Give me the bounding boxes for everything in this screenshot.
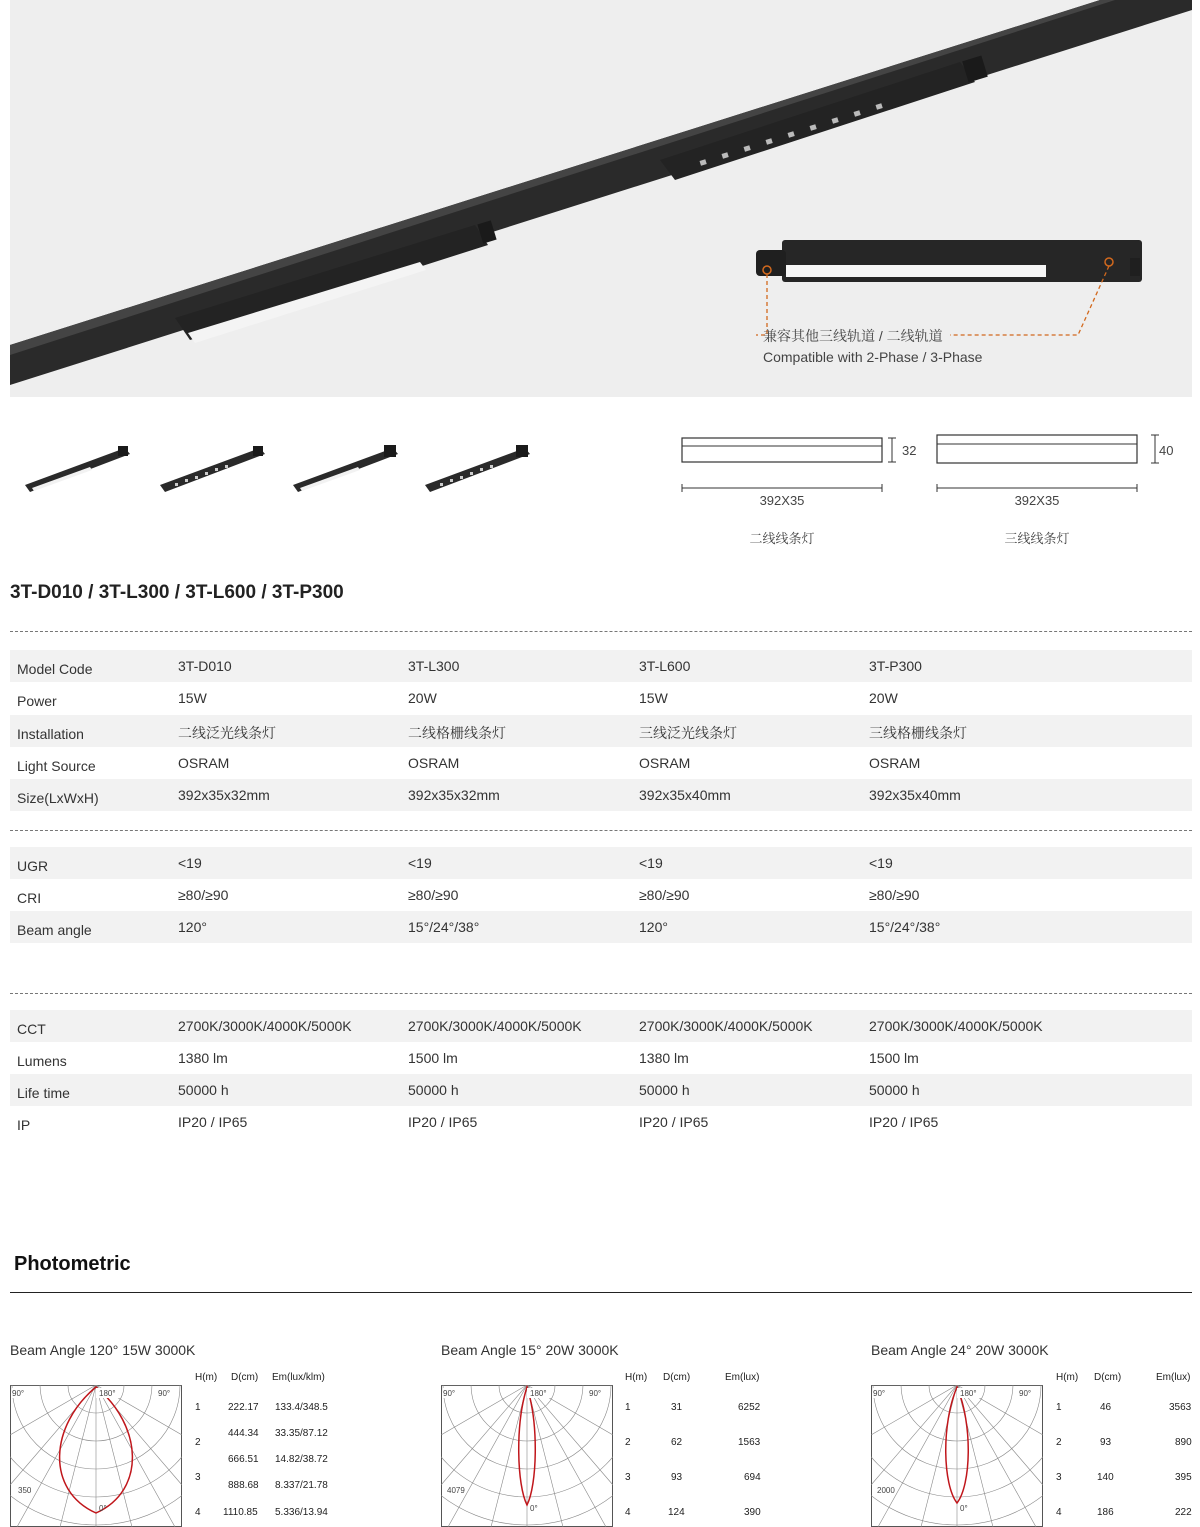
spec-value: ≥80/≥90 <box>178 887 229 903</box>
spec-row-installation <box>10 715 1192 747</box>
angle-label: 90° <box>158 1389 171 1398</box>
spec-row-size <box>10 779 1192 811</box>
spec-label: CRI <box>17 890 42 906</box>
scale-label: 4079 <box>447 1486 465 1495</box>
divider <box>10 830 1192 831</box>
spec-value: 3T-D010 <box>178 658 232 674</box>
table-cell: 222.17 <box>228 1402 259 1413</box>
table-cell: 1 <box>625 1402 631 1413</box>
table-header: D(cm) <box>231 1372 259 1383</box>
table-cell: 2 <box>1056 1437 1062 1448</box>
table-cell: 1110.85 <box>223 1507 258 1518</box>
table-cell: 2 <box>625 1437 631 1448</box>
angle-label: 90° <box>443 1389 456 1398</box>
spec-value: OSRAM <box>178 755 230 771</box>
spec-value: 50000 h <box>178 1082 229 1098</box>
spec-label: Lumens <box>17 1053 67 1069</box>
spec-label: CCT <box>17 1021 46 1037</box>
angle-label: 0° <box>960 1504 968 1513</box>
table-cell: 890 <box>1175 1437 1192 1448</box>
spec-value: ≥80/≥90 <box>869 887 920 903</box>
spec-value: IP20 / IP65 <box>178 1114 248 1130</box>
spec-value: ≥80/≥90 <box>639 887 690 903</box>
table-cell: 124 <box>668 1507 685 1518</box>
table-cell: 5.336/13.94 <box>275 1507 328 1518</box>
spec-value: 二线格栅线条灯 <box>408 725 506 741</box>
table-cell: 1563 <box>738 1437 761 1448</box>
table-cell: 888.68 <box>228 1480 259 1491</box>
hero-product-image <box>10 0 1192 397</box>
photometric-title: Photometric <box>14 1253 131 1275</box>
spec-value: 15W <box>639 690 668 706</box>
angle-label: 90° <box>873 1389 886 1398</box>
spec-value: OSRAM <box>869 755 921 771</box>
spec-value: 2700K/3000K/4000K/5000K <box>408 1018 582 1034</box>
spec-value: 15°/24°/38° <box>408 919 480 935</box>
spec-value: 120° <box>639 919 668 935</box>
dimension-size: 392X35 <box>759 493 805 508</box>
dimension-outline <box>935 430 1195 500</box>
angle-label: 90° <box>1019 1389 1032 1398</box>
angle-label: 0° <box>99 1504 107 1513</box>
dimension-drawing-3phase <box>935 430 1195 550</box>
spec-value: 392x35x40mm <box>639 787 731 803</box>
spec-row-life-time <box>10 1074 1192 1106</box>
spec-row-model-code <box>10 650 1192 682</box>
photometric-block-title: Beam Angle 24° 20W 3000K <box>871 1342 1049 1358</box>
table-cell: 93 <box>1100 1437 1112 1448</box>
table-cell: 33.35/87.12 <box>275 1428 328 1439</box>
table-cell: 395 <box>1175 1472 1192 1483</box>
spec-label: Beam angle <box>17 922 92 938</box>
spec-value: 3T-L300 <box>408 658 460 674</box>
spec-value: 3T-P300 <box>869 658 922 674</box>
thumbnail-3t-d010[interactable] <box>20 440 135 498</box>
spec-value: 392x35x40mm <box>869 787 961 803</box>
spec-row-ugr <box>10 847 1192 879</box>
polar-diagram <box>871 1385 1043 1527</box>
spec-row-power <box>10 682 1192 714</box>
spec-value: 50000 h <box>408 1082 459 1098</box>
spec-value: ≥80/≥90 <box>408 887 459 903</box>
spec-label: Model Code <box>17 661 93 677</box>
spec-value: <19 <box>408 855 432 871</box>
spec-value: 50000 h <box>639 1082 690 1098</box>
spec-row-lumens <box>10 1042 1192 1074</box>
table-cell: 694 <box>744 1472 761 1483</box>
polar-diagram <box>10 1385 182 1527</box>
angle-label: 180° <box>99 1389 116 1398</box>
spec-value: 3T-L600 <box>639 658 691 674</box>
angle-label: 180° <box>530 1389 547 1398</box>
spec-value: 20W <box>408 690 437 706</box>
spec-label: IP <box>17 1117 31 1133</box>
spec-value: 392x35x32mm <box>408 787 500 803</box>
spec-value: 三线格栅线条灯 <box>869 725 967 741</box>
table-cell: 31 <box>671 1402 683 1413</box>
angle-label: 180° <box>960 1389 977 1398</box>
spec-value: 1500 lm <box>869 1050 919 1066</box>
table-cell: 3563 <box>1169 1402 1192 1413</box>
table-cell: 93 <box>671 1472 683 1483</box>
table-header: H(m) <box>195 1372 218 1383</box>
spec-label: Size(LxWxH) <box>17 790 99 806</box>
table-cell: 3 <box>1056 1472 1062 1483</box>
angle-label: 90° <box>12 1389 25 1398</box>
thumbnail-3t-l600[interactable] <box>288 440 403 498</box>
table-cell: 6252 <box>738 1402 761 1413</box>
spec-row-beam-angle <box>10 911 1192 943</box>
spec-value: <19 <box>869 855 893 871</box>
table-cell: 46 <box>1100 1402 1112 1413</box>
scale-label: 350 <box>18 1486 32 1495</box>
spec-row-ip <box>10 1106 1192 1138</box>
table-header: Em(lux) <box>1156 1372 1191 1383</box>
photometric-block-title: Beam Angle 15° 20W 3000K <box>441 1342 619 1358</box>
table-cell: 390 <box>744 1507 761 1518</box>
divider <box>10 993 1192 994</box>
photometric-block-120 <box>10 1340 370 1527</box>
spec-label: UGR <box>17 858 49 874</box>
spec-value: 三线泛光线条灯 <box>639 725 737 741</box>
dimension-name: 二线线条灯 <box>749 531 815 546</box>
table-cell: 2 <box>195 1437 201 1448</box>
spec-row-cct <box>10 1010 1192 1042</box>
spec-value: 20W <box>869 690 898 706</box>
product-thumbnails <box>20 440 540 500</box>
table-cell: 4 <box>1056 1507 1062 1518</box>
table-header: H(m) <box>1056 1372 1079 1383</box>
angle-label: 0° <box>530 1504 538 1513</box>
table-header: Em(lux/klm) <box>272 1372 325 1383</box>
spec-value: 2700K/3000K/4000K/5000K <box>178 1018 352 1034</box>
spec-value: IP20 / IP65 <box>639 1114 709 1130</box>
thumbnail-3t-p300[interactable] <box>420 440 535 498</box>
spec-label: Power <box>17 693 57 709</box>
table-header: D(cm) <box>663 1372 691 1383</box>
table-cell: 3 <box>195 1472 201 1483</box>
angle-label: 90° <box>589 1389 602 1398</box>
spec-label: Life time <box>17 1085 70 1101</box>
spec-label: Installation <box>17 726 84 742</box>
table-cell: 140 <box>1097 1472 1114 1483</box>
table-cell: 222 <box>1175 1507 1192 1518</box>
polar-diagram <box>441 1385 613 1527</box>
dimension-name: 三线线条灯 <box>1004 531 1070 546</box>
scale-label: 2000 <box>877 1486 895 1495</box>
dimension-drawing-2phase <box>680 430 940 550</box>
compatibility-caption <box>763 326 982 368</box>
thumbnail-3t-l300[interactable] <box>155 440 270 498</box>
spec-value: 392x35x32mm <box>178 787 270 803</box>
spec-value: OSRAM <box>639 755 691 771</box>
spec-value: OSRAM <box>408 755 460 771</box>
spec-value: 2700K/3000K/4000K/5000K <box>639 1018 813 1034</box>
spec-value: IP20 / IP65 <box>869 1114 939 1130</box>
table-cell: 8.337/21.78 <box>275 1480 328 1491</box>
table-cell: 62 <box>671 1437 683 1448</box>
table-cell: 3 <box>625 1472 631 1483</box>
table-header: D(cm) <box>1094 1372 1122 1383</box>
spec-row-light-source <box>10 747 1192 779</box>
table-cell: 444.34 <box>228 1428 259 1439</box>
divider <box>10 631 1192 632</box>
table-cell: 666.51 <box>228 1454 259 1465</box>
track-light-illustration <box>10 0 1192 397</box>
spec-value: 15W <box>178 690 207 706</box>
table-cell: 1 <box>1056 1402 1062 1413</box>
table-cell: 4 <box>625 1507 631 1518</box>
spec-value: 1380 lm <box>178 1050 228 1066</box>
spec-value: <19 <box>639 855 663 871</box>
spec-value: IP20 / IP65 <box>408 1114 478 1130</box>
spec-row-cri <box>10 879 1192 911</box>
dimension-height: 40 <box>1159 443 1174 458</box>
spec-value: 15°/24°/38° <box>869 919 941 935</box>
model-series-title: 3T-D010 / 3T-L300 / 3T-L600 / 3T-P300 <box>10 582 344 603</box>
table-cell: 186 <box>1097 1507 1114 1518</box>
spec-value: 50000 h <box>869 1082 920 1098</box>
caption-cn: 兼容其他三线轨道 / 二线轨道 <box>763 328 943 344</box>
spec-value: <19 <box>178 855 202 871</box>
caption-en: Compatible with 2-Phase / 3-Phase <box>763 349 983 365</box>
spec-label: Light Source <box>17 758 96 774</box>
table-header: Em(lux) <box>725 1372 760 1383</box>
dimension-outline <box>680 430 940 500</box>
photometric-block-24 <box>871 1340 1196 1527</box>
table-header: H(m) <box>625 1372 648 1383</box>
photometric-divider <box>10 1292 1192 1293</box>
spec-value: 120° <box>178 919 207 935</box>
photometric-block-title: Beam Angle 120° 15W 3000K <box>10 1342 196 1358</box>
table-cell: 1 <box>195 1402 201 1413</box>
table-cell: 14.82/38.72 <box>275 1454 328 1465</box>
spec-value: 1500 lm <box>408 1050 458 1066</box>
table-cell: 133.4/348.5 <box>275 1402 328 1413</box>
spec-value: 1380 lm <box>639 1050 689 1066</box>
spec-value: 二线泛光线条灯 <box>178 725 276 741</box>
spec-value: 2700K/3000K/4000K/5000K <box>869 1018 1043 1034</box>
dimension-height: 32 <box>902 443 917 458</box>
dimension-size: 392X35 <box>1014 493 1060 508</box>
photometric-block-15 <box>441 1340 801 1527</box>
table-cell: 4 <box>195 1507 201 1518</box>
